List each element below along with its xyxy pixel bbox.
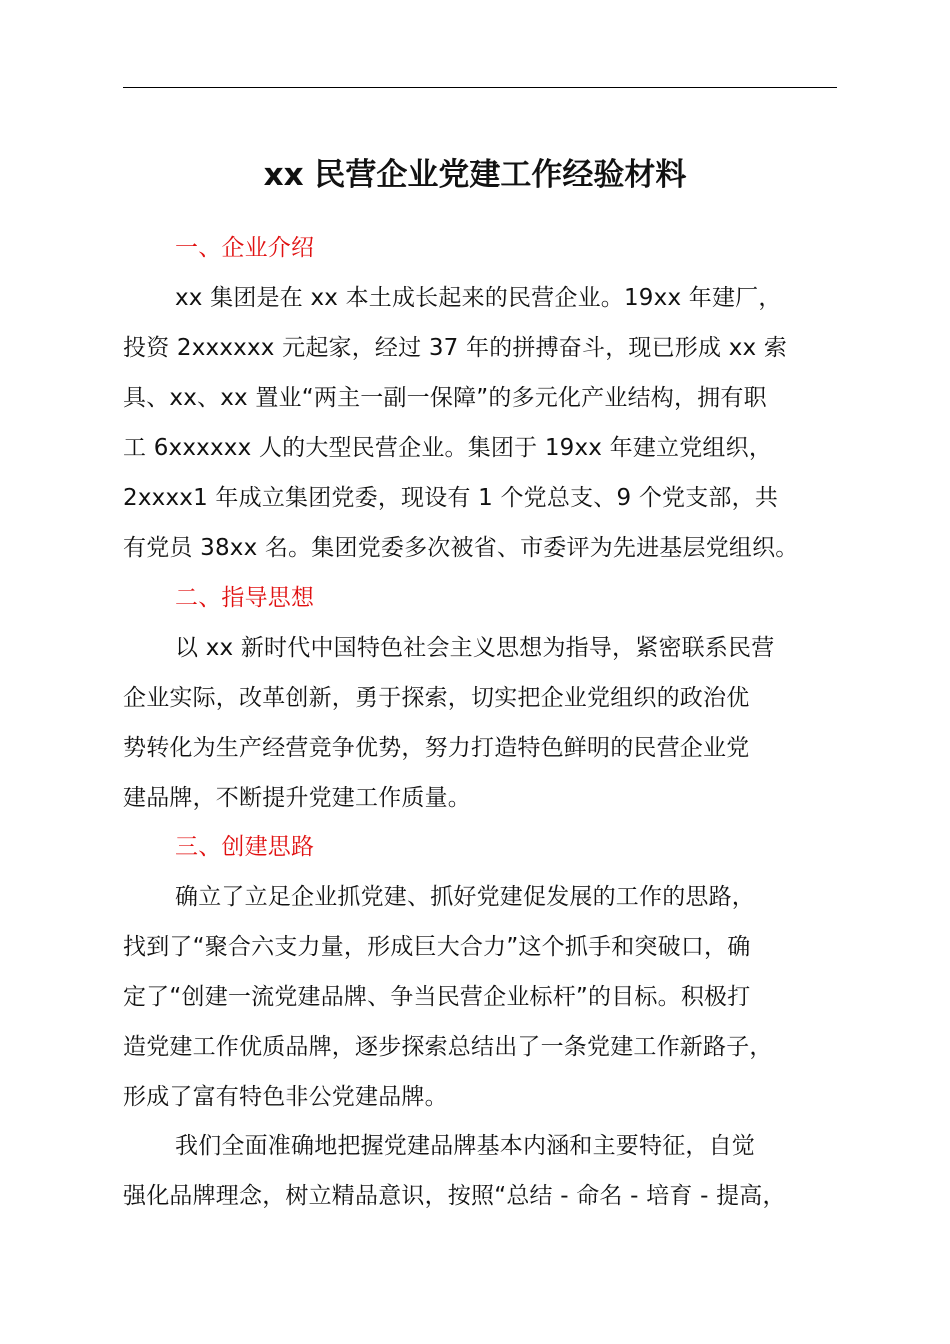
body-line: 定了“创建一流党建品牌、争当民营企业标杆”的目标。积极打 xyxy=(123,984,751,1010)
body-line: 投资 2xxxxxx 元起家，经过 37 年的拼搏奋斗，现已形成 xx 索 xyxy=(123,335,788,361)
body-line: 有党员 38xx 名。集团党委多次被省、市委评为先进基层党组织。 xyxy=(123,535,799,561)
section-heading: 三、创建思路 xyxy=(175,834,315,860)
body-line: 企业实际，改革创新，勇于探索，切实把企业党组织的政治优 xyxy=(123,685,750,711)
body-line: 强化品牌理念，树立精品意识，按照“总结 - 命名 - 培育 - 提高， xyxy=(123,1183,786,1209)
body-line: 工 6xxxxxx 人的大型民营企业。集团于 19xx 年建立党组织， xyxy=(123,435,773,461)
body-line: 势转化为生产经营竞争优势，努力打造特色鲜明的民营企业党 xyxy=(123,735,750,761)
body-line: 以 xx 新时代中国特色社会主义思想为指导，紧密联系民营 xyxy=(175,635,775,661)
header-rule xyxy=(123,87,837,88)
body-line: 我们全面准确地把握党建品牌基本内涵和主要特征，自觉 xyxy=(175,1133,755,1159)
body-line: 找到了“聚合六支力量，形成巨大合力”这个抓手和突破口，确 xyxy=(123,934,751,960)
body-line: 建品牌，不断提升党建工作质量。 xyxy=(123,785,471,811)
body-line: 确立了立足企业抓党建、抓好党建促发展的工作的思路， xyxy=(175,884,755,910)
body-line: 造党建工作优质品牌，逐步探索总结出了一条党建工作新路子， xyxy=(123,1034,773,1060)
body-line: 形成了富有特色非公党建品牌。 xyxy=(123,1084,448,1110)
body-line: xx 集团是在 xx 本土成长起来的民营企业。19xx 年建厂， xyxy=(175,285,782,311)
document-title: xx 民营企业党建工作经验材料 xyxy=(263,157,687,193)
section-heading: 二、指导思想 xyxy=(175,585,315,611)
body-line: 2xxxx1 年成立集团党委，现设有 1 个党总支、9 个党支部，共 xyxy=(123,485,779,511)
body-line: 具、xx、xx 置业“两主一副一保障”的多元化产业结构，拥有职 xyxy=(123,385,767,411)
section-heading: 一、企业介绍 xyxy=(175,235,315,261)
